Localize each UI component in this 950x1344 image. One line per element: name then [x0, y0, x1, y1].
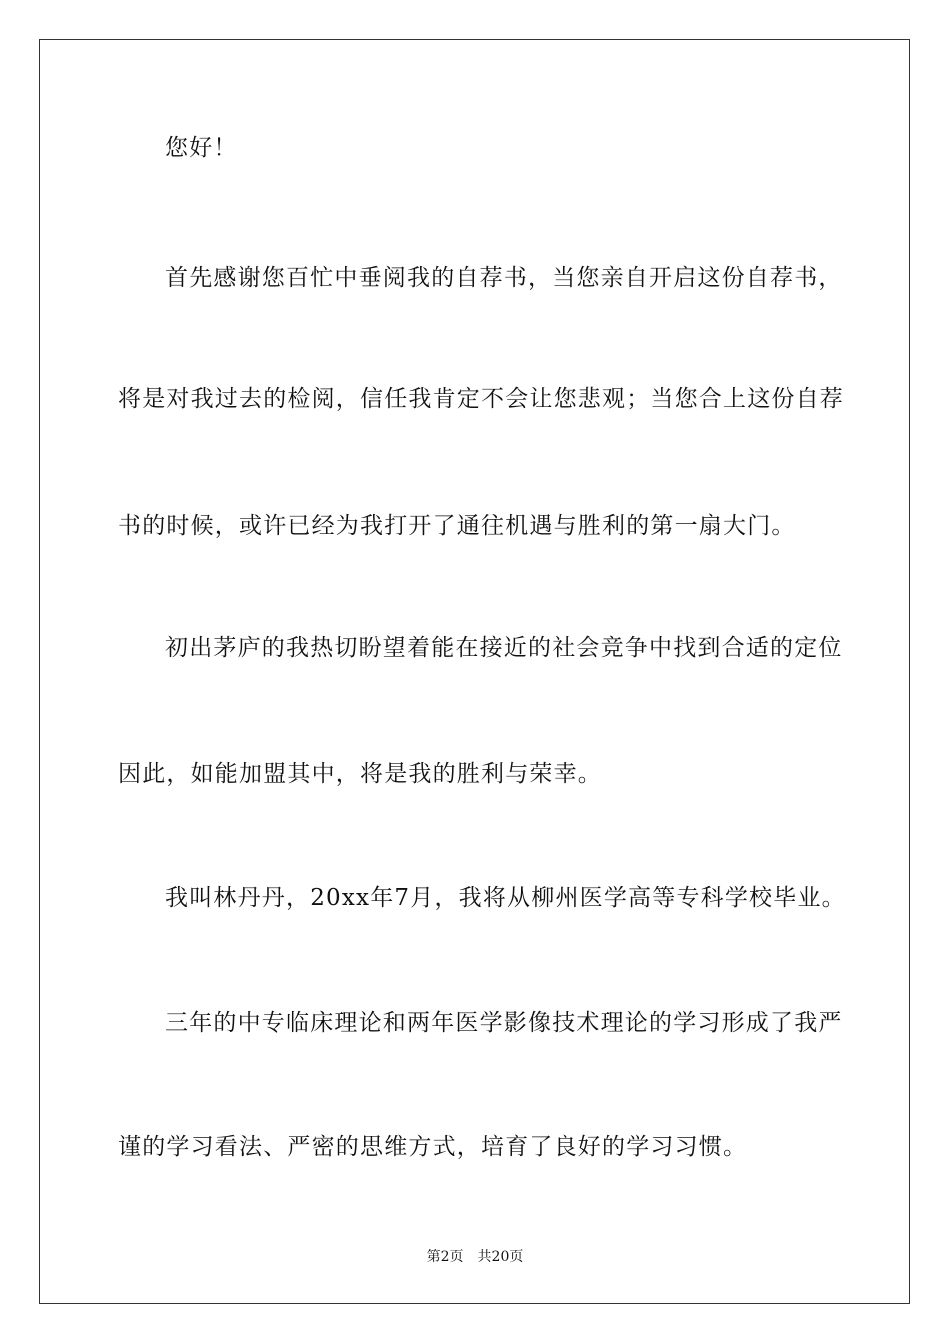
page-footer: [0, 1248, 950, 1266]
paragraph-4-line-2: 谨的学习看法、严密的思维方式，培育了良好的学习习惯。: [118, 1134, 748, 1160]
paragraph-1-line-2: 将是对我过去的检阅，信任我肯定不会让您悲观；当您合上这份自荐: [118, 386, 844, 412]
paragraph-3-line-1: 我叫林丹丹，20xx年7月，我将从柳州医学高等专科学校毕业。: [165, 885, 846, 911]
paragraph-4-line-1: 三年的中专临床理论和两年医学影像技术理论的学习形成了我严: [165, 1010, 843, 1036]
page-number: 第2页: [426, 1249, 464, 1265]
paragraph-2-line-1: 初出茅庐的我热切盼望着能在接近的社会竞争中找到合适的定位: [165, 635, 843, 661]
page-border: [39, 39, 910, 1304]
greeting-line: 您好！: [165, 135, 238, 161]
page-total: 共20页: [477, 1249, 524, 1265]
paragraph-1-line-3: 书的时候，或许已经为我打开了通往机遇与胜利的第一扇大门。: [118, 513, 796, 539]
paragraph-2-line-2: 因此，如能加盟其中，将是我的胜利与荣幸。: [118, 761, 602, 787]
paragraph-1-line-1: 首先感谢您百忙中垂阅我的自荐书，当您亲自开启这份自荐书，: [165, 265, 843, 291]
